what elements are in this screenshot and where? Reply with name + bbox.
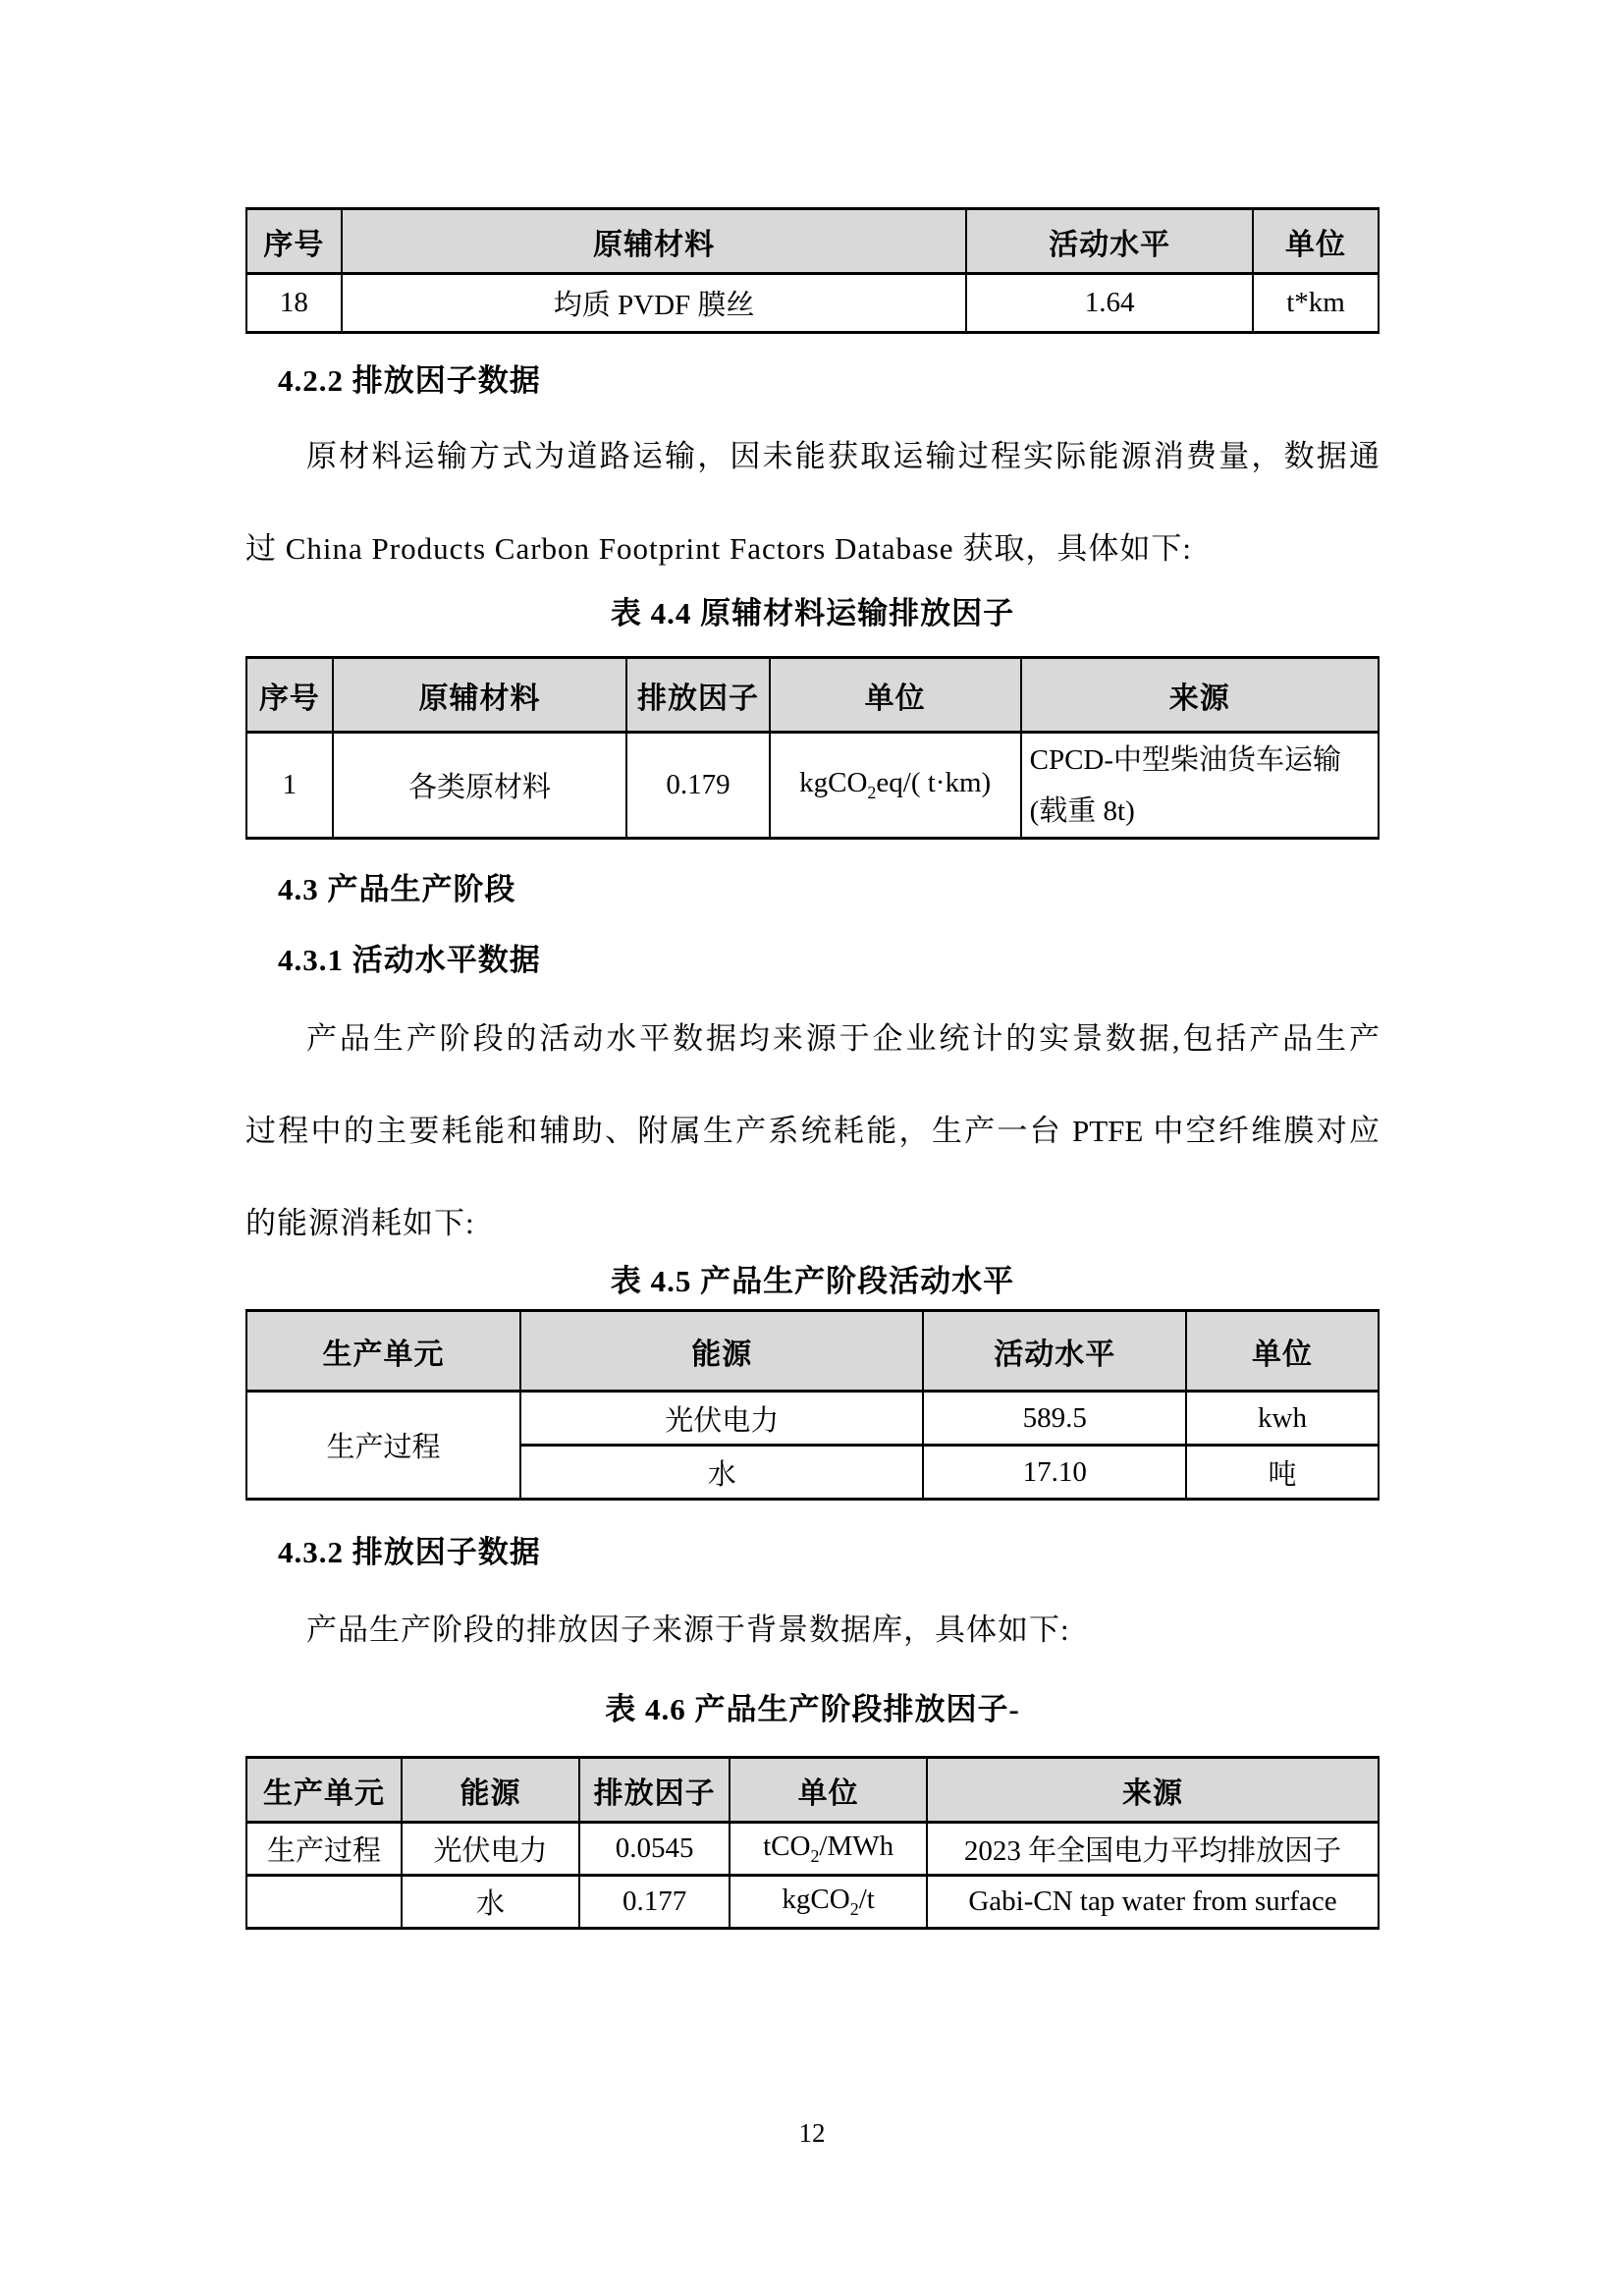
column-header: 生产单元 xyxy=(246,1311,520,1392)
table-4-4-caption: 表 4.4 原辅材料运输排放因子 xyxy=(610,596,1015,630)
column-header: 单位 xyxy=(1186,1311,1379,1392)
cell-energy: 光伏电力 xyxy=(402,1823,579,1876)
column-header: 原辅材料 xyxy=(333,658,627,733)
cell-energy: 水 xyxy=(402,1876,579,1929)
column-header: 来源 xyxy=(1021,658,1379,733)
paragraph-line: 产品生产阶段的排放因子来源于背景数据库，具体如下: xyxy=(306,1613,1070,1647)
paragraph-line: 的能源消耗如下: xyxy=(245,1206,475,1240)
unit-text: eq/( t·km) xyxy=(876,767,992,799)
cell-source: 2023 年全国电力平均排放因子 xyxy=(927,1823,1379,1876)
table-4-6-production-emission-factors xyxy=(245,1756,1380,1930)
unit-text: kgCO xyxy=(782,1884,850,1916)
page-number: 12 xyxy=(798,2118,826,2148)
cell-activity-level: 17.10 xyxy=(923,1446,1185,1500)
paragraph-line: 产品生产阶段的活动水平数据均来源于企业统计的实景数据,包括产品生产 xyxy=(306,1021,1380,1056)
cell-material: 各类原材料 xyxy=(333,733,627,839)
cell-emission-factor: 0.0545 xyxy=(579,1823,730,1876)
cell-activity-level: 589.5 xyxy=(923,1392,1185,1446)
column-header: 排放因子 xyxy=(579,1758,730,1823)
heading-4-3-2: 4.3.2 排放因子数据 xyxy=(278,1535,541,1569)
column-header: 生产单元 xyxy=(246,1758,402,1823)
cell-source: CPCD-中型柴油货车运输(载重 8t) xyxy=(1021,733,1379,839)
unit-text: /MWh xyxy=(819,1831,894,1863)
cell-unit xyxy=(730,1876,927,1929)
paragraph-production-activity xyxy=(245,993,1380,1270)
column-header: 能源 xyxy=(520,1311,923,1392)
paragraph-line: 原材料运输方式为道路运输，因未能获取运输过程实际能源消费量，数据通 xyxy=(306,439,1380,473)
column-header: 单位 xyxy=(1253,209,1379,274)
heading-4-3: 4.3 产品生产阶段 xyxy=(278,872,516,906)
unit-text: /t xyxy=(858,1884,875,1916)
unit-subscript: 2 xyxy=(849,1898,859,1919)
table-row xyxy=(246,274,1379,333)
table-row xyxy=(246,1823,1379,1876)
unit-text: tCO xyxy=(763,1831,811,1863)
column-header: 单位 xyxy=(770,658,1021,733)
cell-production-unit: 生产过程 xyxy=(246,1392,520,1500)
cell-emission-factor: 0.177 xyxy=(579,1876,730,1929)
table-row xyxy=(246,1876,1379,1929)
paragraph-line: 过程中的主要耗能和辅助、附属生产系统耗能，生产一台 PTFE 中空纤维膜对应 xyxy=(245,1114,1380,1148)
cell-activity-level: 1.64 xyxy=(966,274,1253,333)
cell-serial: 1 xyxy=(246,733,333,839)
column-header: 活动水平 xyxy=(923,1311,1185,1392)
cell-serial: 18 xyxy=(246,274,342,333)
cell-energy: 光伏电力 xyxy=(520,1392,923,1446)
column-header: 序号 xyxy=(246,209,342,274)
column-header: 活动水平 xyxy=(966,209,1253,274)
table-header-row xyxy=(246,658,1379,733)
unit-subscript: 2 xyxy=(867,782,877,802)
table-4-6-caption: 表 4.6 产品生产阶段排放因子- xyxy=(605,1692,1020,1726)
cell-energy: 水 xyxy=(520,1446,923,1500)
cell-unit: t*km xyxy=(1253,274,1379,333)
cell-source: Gabi-CN tap water from surface xyxy=(927,1876,1379,1929)
column-header: 能源 xyxy=(402,1758,579,1823)
table-header-row xyxy=(246,1758,1379,1823)
column-header: 排放因子 xyxy=(626,658,769,733)
column-header: 来源 xyxy=(927,1758,1379,1823)
table-4-4-transport-emission-factors xyxy=(245,656,1380,840)
column-header: 单位 xyxy=(730,1758,927,1823)
table-row xyxy=(246,1392,1379,1446)
cell-material: 均质 PVDF 膜丝 xyxy=(342,274,966,333)
table-header-row xyxy=(246,209,1379,274)
cell-unit xyxy=(770,733,1021,839)
paragraph-line: 过 China Products Carbon Footprint Factors Database 获取，具体如下: xyxy=(245,531,1192,566)
column-header: 序号 xyxy=(246,658,333,733)
cell-unit: 吨 xyxy=(1186,1446,1379,1500)
cell-emission-factor: 0.179 xyxy=(626,733,769,839)
unit-text: kgCO xyxy=(799,767,868,799)
unit-subscript: 2 xyxy=(810,1845,820,1866)
paragraph-production-factors xyxy=(245,1584,1380,1676)
table-materials-transport-activity xyxy=(245,207,1380,334)
cell-unit xyxy=(730,1823,927,1876)
cell-production-unit xyxy=(246,1876,402,1929)
heading-4-2-2: 4.2.2 排放因子数据 xyxy=(278,363,541,398)
heading-4-3-1: 4.3.1 活动水平数据 xyxy=(278,943,541,977)
cell-unit: kwh xyxy=(1186,1392,1379,1446)
table-4-5-production-activity xyxy=(245,1309,1380,1501)
table-4-5-caption: 表 4.5 产品生产阶段活动水平 xyxy=(610,1264,1015,1298)
table-header-row xyxy=(246,1311,1379,1392)
table-row xyxy=(246,733,1379,839)
paragraph-transport-factors xyxy=(245,410,1380,595)
cell-production-unit: 生产过程 xyxy=(246,1823,402,1876)
column-header: 原辅材料 xyxy=(342,209,966,274)
